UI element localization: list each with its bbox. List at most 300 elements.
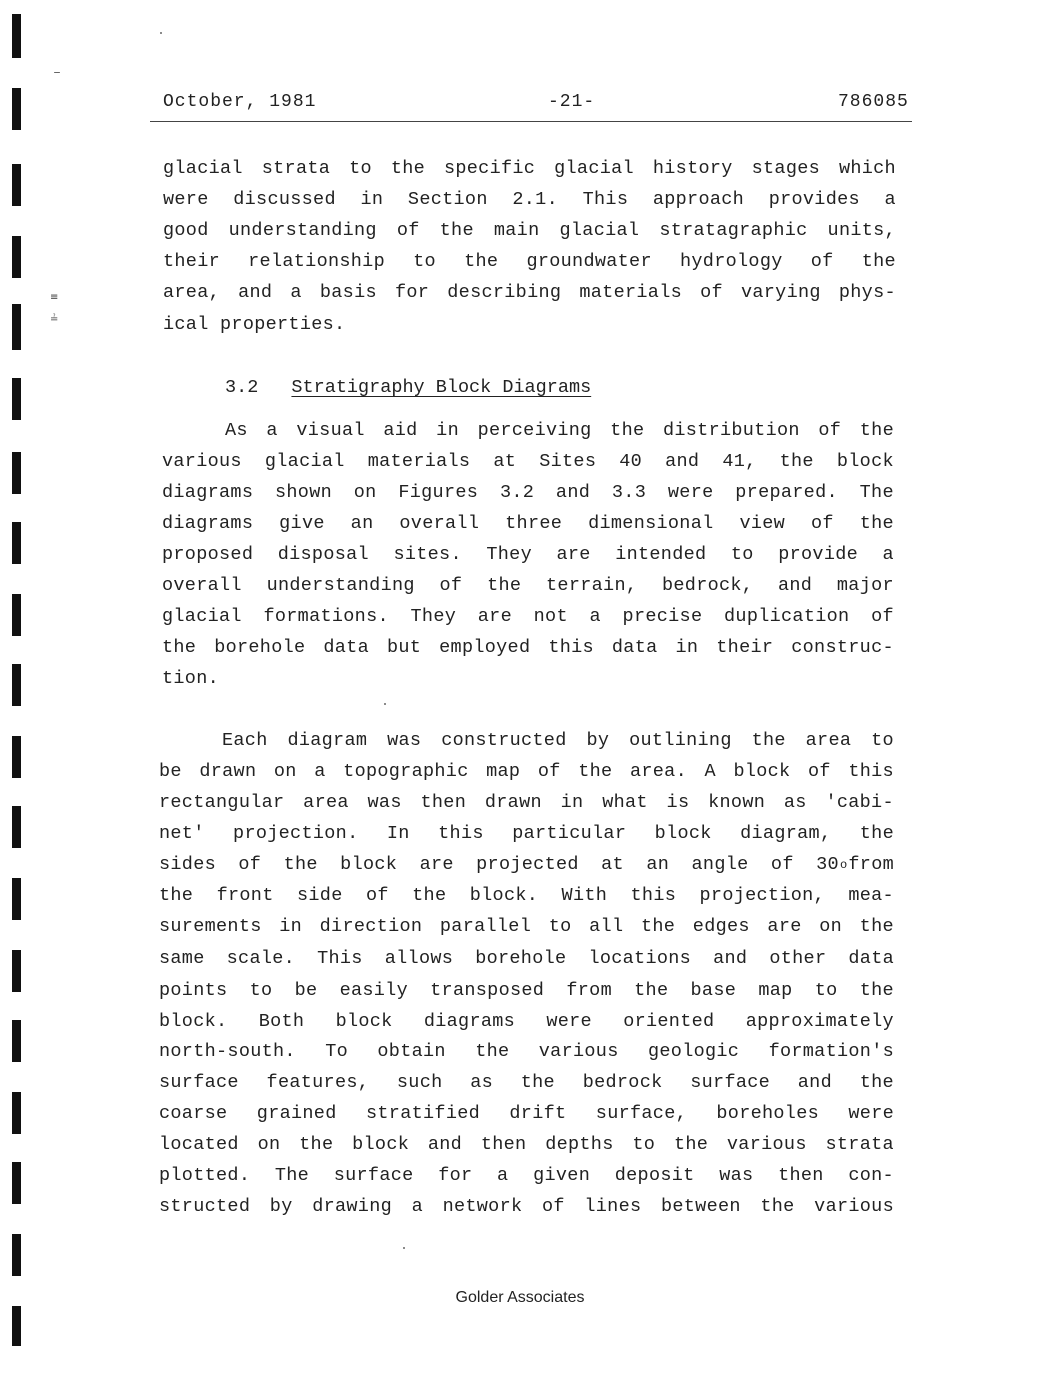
word: this: [438, 823, 484, 844]
word: stages: [751, 158, 821, 179]
word: net': [159, 823, 205, 844]
binding-mark: [12, 1020, 21, 1062]
word: glacial: [163, 158, 243, 179]
word: then: [420, 792, 467, 813]
binding-mark: [12, 1162, 21, 1204]
word: such: [396, 1072, 443, 1093]
word: of: [396, 220, 420, 241]
word: drift: [509, 1103, 567, 1124]
word: units,: [827, 220, 896, 241]
section-heading: [225, 377, 591, 398]
word: the: [390, 158, 426, 179]
word: points: [159, 980, 228, 1001]
binding-mark: [12, 14, 21, 58]
word: to: [814, 980, 838, 1001]
word: surements: [159, 916, 262, 937]
word: main: [493, 220, 540, 241]
text-line: [162, 544, 894, 566]
word: in: [436, 420, 459, 441]
word: map: [486, 761, 521, 782]
word: the: [673, 1134, 709, 1155]
word: the: [859, 420, 894, 441]
word: describing: [447, 282, 562, 303]
word: transposed: [430, 980, 545, 1001]
word: of: [808, 761, 831, 782]
word: projected: [476, 854, 579, 875]
word: in: [675, 637, 699, 658]
text-line: [163, 220, 896, 242]
word: mea-: [848, 885, 894, 906]
text-line: [159, 823, 894, 845]
word: the: [487, 575, 522, 596]
word: the: [861, 251, 896, 272]
word: angle: [691, 854, 749, 875]
word: good: [163, 220, 209, 241]
text-line: [159, 1196, 894, 1218]
word: materials: [367, 451, 471, 472]
text-line: [159, 1011, 894, 1033]
word: drawn: [199, 761, 257, 782]
text-line: [163, 251, 896, 273]
text-line: [159, 792, 894, 814]
word: were: [546, 1011, 592, 1032]
header-rule: [150, 121, 912, 122]
text-line: [159, 761, 894, 783]
word: were: [163, 189, 209, 210]
word: various: [814, 1196, 894, 1217]
text-line: [163, 189, 896, 211]
text-line: [162, 606, 894, 628]
word: of: [770, 854, 794, 875]
word: front: [216, 885, 274, 906]
word: The: [859, 482, 894, 503]
word: grained: [256, 1103, 337, 1124]
word: give: [279, 513, 325, 534]
binding-mark: [12, 950, 21, 992]
word: discussed: [233, 189, 336, 210]
word: plotted.: [159, 1165, 251, 1186]
word: by: [586, 730, 610, 751]
word: projection,: [699, 885, 825, 906]
word: on: [257, 1134, 281, 1155]
word: varying: [740, 282, 821, 303]
footer-company: Golder Associates: [455, 1289, 585, 1306]
text-line: [163, 282, 896, 304]
word: bedrock,: [661, 575, 754, 596]
word: 30: [816, 854, 839, 875]
word: are: [767, 916, 802, 937]
word: in: [560, 792, 584, 813]
word: various: [726, 1134, 807, 1155]
word: shown: [274, 482, 332, 503]
word: by: [269, 1196, 293, 1217]
degree-line-tail: [840, 854, 894, 876]
word: allows: [384, 948, 454, 969]
word: what: [602, 792, 648, 813]
word: understanding: [228, 220, 377, 241]
text-line: [159, 1103, 894, 1125]
word: base: [690, 980, 737, 1001]
text-line: tion.: [162, 668, 220, 689]
word: outlining: [629, 730, 732, 751]
word: direction: [319, 916, 423, 937]
word: at: [493, 451, 517, 472]
word: In: [386, 823, 410, 844]
word: visual: [296, 420, 365, 441]
word: duplication: [724, 606, 850, 627]
word: be: [159, 761, 182, 782]
word: They: [410, 606, 457, 627]
word: 40: [619, 451, 643, 472]
word: this: [548, 637, 594, 658]
word: formations.: [263, 606, 389, 627]
word: lines: [584, 1196, 642, 1217]
word: area.: [629, 761, 687, 782]
word: sites.: [393, 544, 462, 565]
word: an: [646, 854, 670, 875]
word: With: [561, 885, 608, 906]
word: and: [713, 948, 748, 969]
word: the: [859, 916, 894, 937]
word: a: [882, 544, 894, 565]
word: obtain: [377, 1041, 446, 1062]
word: to: [349, 158, 372, 179]
word: To: [325, 1041, 349, 1062]
binding-mark: [12, 304, 21, 350]
word: particular: [512, 823, 627, 844]
text-line: ical properties.: [163, 314, 346, 335]
word: structed: [159, 1196, 251, 1217]
text-line: [159, 1072, 894, 1094]
word: glacial: [559, 220, 640, 241]
word: given: [533, 1165, 591, 1186]
binding-mark: [12, 1306, 21, 1346]
word: projection.: [233, 823, 359, 844]
word: precise: [622, 606, 703, 627]
word: borehole: [214, 637, 306, 658]
word: of: [365, 885, 389, 906]
section-title: Stratigraphy Block Diagrams: [291, 377, 592, 398]
word: then: [480, 1134, 527, 1155]
word: rectangular: [159, 792, 285, 813]
word: perceiving: [477, 420, 592, 441]
binding-mark: [12, 1092, 21, 1134]
word: the: [159, 885, 194, 906]
word: As: [225, 420, 248, 441]
word: the: [859, 1072, 894, 1093]
word: easily: [339, 980, 408, 1001]
word: three: [505, 513, 563, 534]
word: materials: [579, 282, 682, 303]
word: Figures: [398, 482, 479, 503]
word: 'cabi-: [825, 792, 894, 813]
word: on: [273, 761, 297, 782]
word: Both: [258, 1011, 305, 1032]
word: at: [601, 854, 624, 875]
word: groundwater: [526, 251, 652, 272]
word: north-south.: [159, 1041, 296, 1062]
degree-symbol: o: [840, 858, 848, 872]
word: features,: [266, 1072, 370, 1093]
word: the: [640, 916, 676, 937]
word: approach: [652, 189, 745, 210]
word: employed: [439, 637, 531, 658]
word: to: [730, 544, 754, 565]
text-line: [163, 158, 896, 180]
word: the: [464, 251, 499, 272]
text-line: [159, 948, 894, 970]
word: boreholes: [716, 1103, 820, 1124]
word: diagram,: [740, 823, 832, 844]
word: locations: [588, 948, 692, 969]
margin-mark-icon: ≟: [50, 314, 59, 325]
word: the: [283, 854, 318, 875]
binding-mark: [12, 594, 21, 636]
word: on: [353, 482, 377, 503]
word: A: [704, 761, 716, 782]
word: diagrams: [162, 513, 254, 534]
word: disposal: [277, 544, 369, 565]
binding-mark: [12, 236, 21, 278]
word: a: [497, 1165, 509, 1186]
word: block: [340, 854, 398, 875]
word: this: [630, 885, 677, 906]
word: relationship: [248, 251, 385, 272]
scan-speck: [384, 703, 386, 705]
word: 3.3: [611, 482, 647, 503]
word: provide: [778, 544, 859, 565]
word: an: [350, 513, 374, 534]
word: geologic: [647, 1041, 740, 1062]
word: but: [386, 637, 422, 658]
word: are: [477, 606, 512, 627]
word: block.: [159, 1011, 228, 1032]
word: distribution: [662, 420, 800, 441]
word: is: [666, 792, 690, 813]
word: understanding: [266, 575, 415, 596]
word: was: [387, 730, 422, 751]
word: located: [159, 1134, 239, 1155]
word: for: [438, 1165, 473, 1186]
word: in: [279, 916, 303, 937]
word: stratified: [366, 1103, 481, 1124]
word: data: [611, 637, 658, 658]
word: data: [323, 637, 369, 658]
word: a: [884, 189, 896, 210]
word: approximately: [745, 1011, 894, 1032]
word: be: [294, 980, 318, 1001]
word: this: [848, 761, 894, 782]
word: which: [838, 158, 896, 179]
word: 2.1.: [512, 189, 558, 210]
degree-tail-text: from: [848, 854, 894, 875]
word: area,: [163, 282, 221, 303]
word: a: [589, 606, 601, 627]
word: They: [486, 544, 532, 565]
text-line: [159, 1041, 894, 1063]
word: are: [419, 854, 454, 875]
word: of: [238, 854, 262, 875]
header-doc-number: 786085: [838, 92, 909, 112]
word: This: [582, 189, 629, 210]
word: dimensional: [588, 513, 714, 534]
binding-mark: [12, 878, 21, 920]
word: block: [654, 823, 712, 844]
word: area: [303, 792, 349, 813]
text-line: [162, 637, 894, 659]
word: proposed: [162, 544, 254, 565]
word: in: [360, 189, 384, 210]
word: Section: [407, 189, 488, 210]
word: to: [548, 916, 572, 937]
word: the: [299, 1134, 334, 1155]
text-line: [162, 482, 894, 504]
word: the: [610, 420, 645, 441]
word: a: [411, 1196, 423, 1217]
word: to: [632, 1134, 656, 1155]
word: various: [538, 1041, 619, 1062]
header-page-number: -21-: [548, 92, 596, 112]
binding-mark: [12, 736, 21, 778]
word: the: [475, 1041, 510, 1062]
binding-mark: [12, 378, 21, 420]
word: formation's: [768, 1041, 894, 1062]
word: the: [751, 730, 786, 751]
text-line: [159, 1134, 894, 1156]
binding-mark: [12, 806, 21, 848]
word: sides: [159, 854, 217, 875]
word: drawing: [312, 1196, 393, 1217]
word: surface: [159, 1072, 239, 1093]
word: the: [859, 513, 894, 534]
word: of: [537, 761, 561, 782]
word: from: [566, 980, 612, 1001]
word: view: [739, 513, 786, 534]
word: block.: [469, 885, 539, 906]
scan-speck: [160, 32, 162, 34]
word: their: [716, 637, 774, 658]
word: known: [708, 792, 766, 813]
binding-mark: [12, 452, 21, 494]
word: the: [634, 980, 669, 1001]
text-line: [162, 451, 894, 473]
word: specific: [443, 158, 536, 179]
text-line: [225, 420, 894, 442]
word: the: [859, 980, 894, 1001]
word: other: [769, 948, 827, 969]
word: major: [836, 575, 894, 596]
text-line: [159, 885, 894, 907]
word: coarse: [159, 1103, 228, 1124]
word: of: [700, 282, 723, 303]
text-line: [222, 730, 894, 752]
word: a: [314, 761, 326, 782]
word: scale.: [226, 948, 296, 969]
word: was: [719, 1165, 754, 1186]
word: block: [335, 1011, 393, 1032]
word: borehole: [475, 948, 567, 969]
word: depths: [545, 1134, 614, 1155]
word: as: [470, 1072, 494, 1093]
word: the: [162, 637, 197, 658]
word: Sites: [539, 451, 597, 472]
word: the: [412, 885, 447, 906]
word: The: [274, 1165, 310, 1186]
word: same: [159, 948, 205, 969]
word: surface,: [595, 1103, 688, 1124]
word: diagram: [287, 730, 368, 751]
word: history: [652, 158, 733, 179]
word: and: [555, 482, 591, 503]
word: the: [439, 220, 474, 241]
word: was: [367, 792, 402, 813]
word: Each: [222, 730, 268, 751]
word: to: [871, 730, 894, 751]
header-date: October, 1981: [163, 92, 317, 112]
word: of: [810, 513, 834, 534]
word: basis: [319, 282, 377, 303]
word: and: [427, 1134, 463, 1155]
word: were: [848, 1103, 894, 1124]
word: of: [818, 420, 842, 441]
word: and: [797, 1072, 832, 1093]
word: overall: [399, 513, 480, 534]
word: to: [413, 251, 436, 272]
word: a: [266, 420, 278, 441]
word: various: [162, 451, 242, 472]
word: hydrology: [680, 251, 783, 272]
word: oriented: [623, 1011, 715, 1032]
word: parallel: [439, 916, 532, 937]
text-line: [162, 513, 894, 535]
word: block: [352, 1134, 410, 1155]
text-line-with-degree: [159, 854, 894, 876]
word: terrain,: [546, 575, 638, 596]
word: area: [805, 730, 852, 751]
text-line: [159, 1165, 894, 1187]
word: block: [733, 761, 791, 782]
binding-mark: [12, 664, 21, 706]
scan-speck: [54, 72, 60, 73]
word: constructed: [441, 730, 567, 751]
word: are: [556, 544, 591, 565]
word: 41,: [722, 451, 757, 472]
word: between: [660, 1196, 741, 1217]
word: overall: [162, 575, 242, 596]
section-number: 3.2: [225, 377, 259, 398]
word: bedrock: [582, 1072, 663, 1093]
word: of: [439, 575, 463, 596]
text-line: [162, 575, 894, 597]
binding-mark: [12, 88, 21, 130]
word: glacial: [264, 451, 345, 472]
word: deposit: [614, 1165, 695, 1186]
word: strata: [261, 158, 331, 179]
word: and: [238, 282, 273, 303]
word: side: [296, 885, 343, 906]
word: the: [520, 1072, 555, 1093]
word: to: [249, 980, 273, 1001]
word: not: [533, 606, 568, 627]
word: the: [760, 1196, 795, 1217]
word: 3.2: [499, 482, 535, 503]
word: stratagraphic: [659, 220, 808, 241]
word: all: [589, 916, 624, 937]
word: aid: [383, 420, 418, 441]
word: provides: [768, 189, 860, 210]
word: phys-: [838, 282, 896, 303]
margin-mark-icon: ≡: [50, 292, 59, 303]
